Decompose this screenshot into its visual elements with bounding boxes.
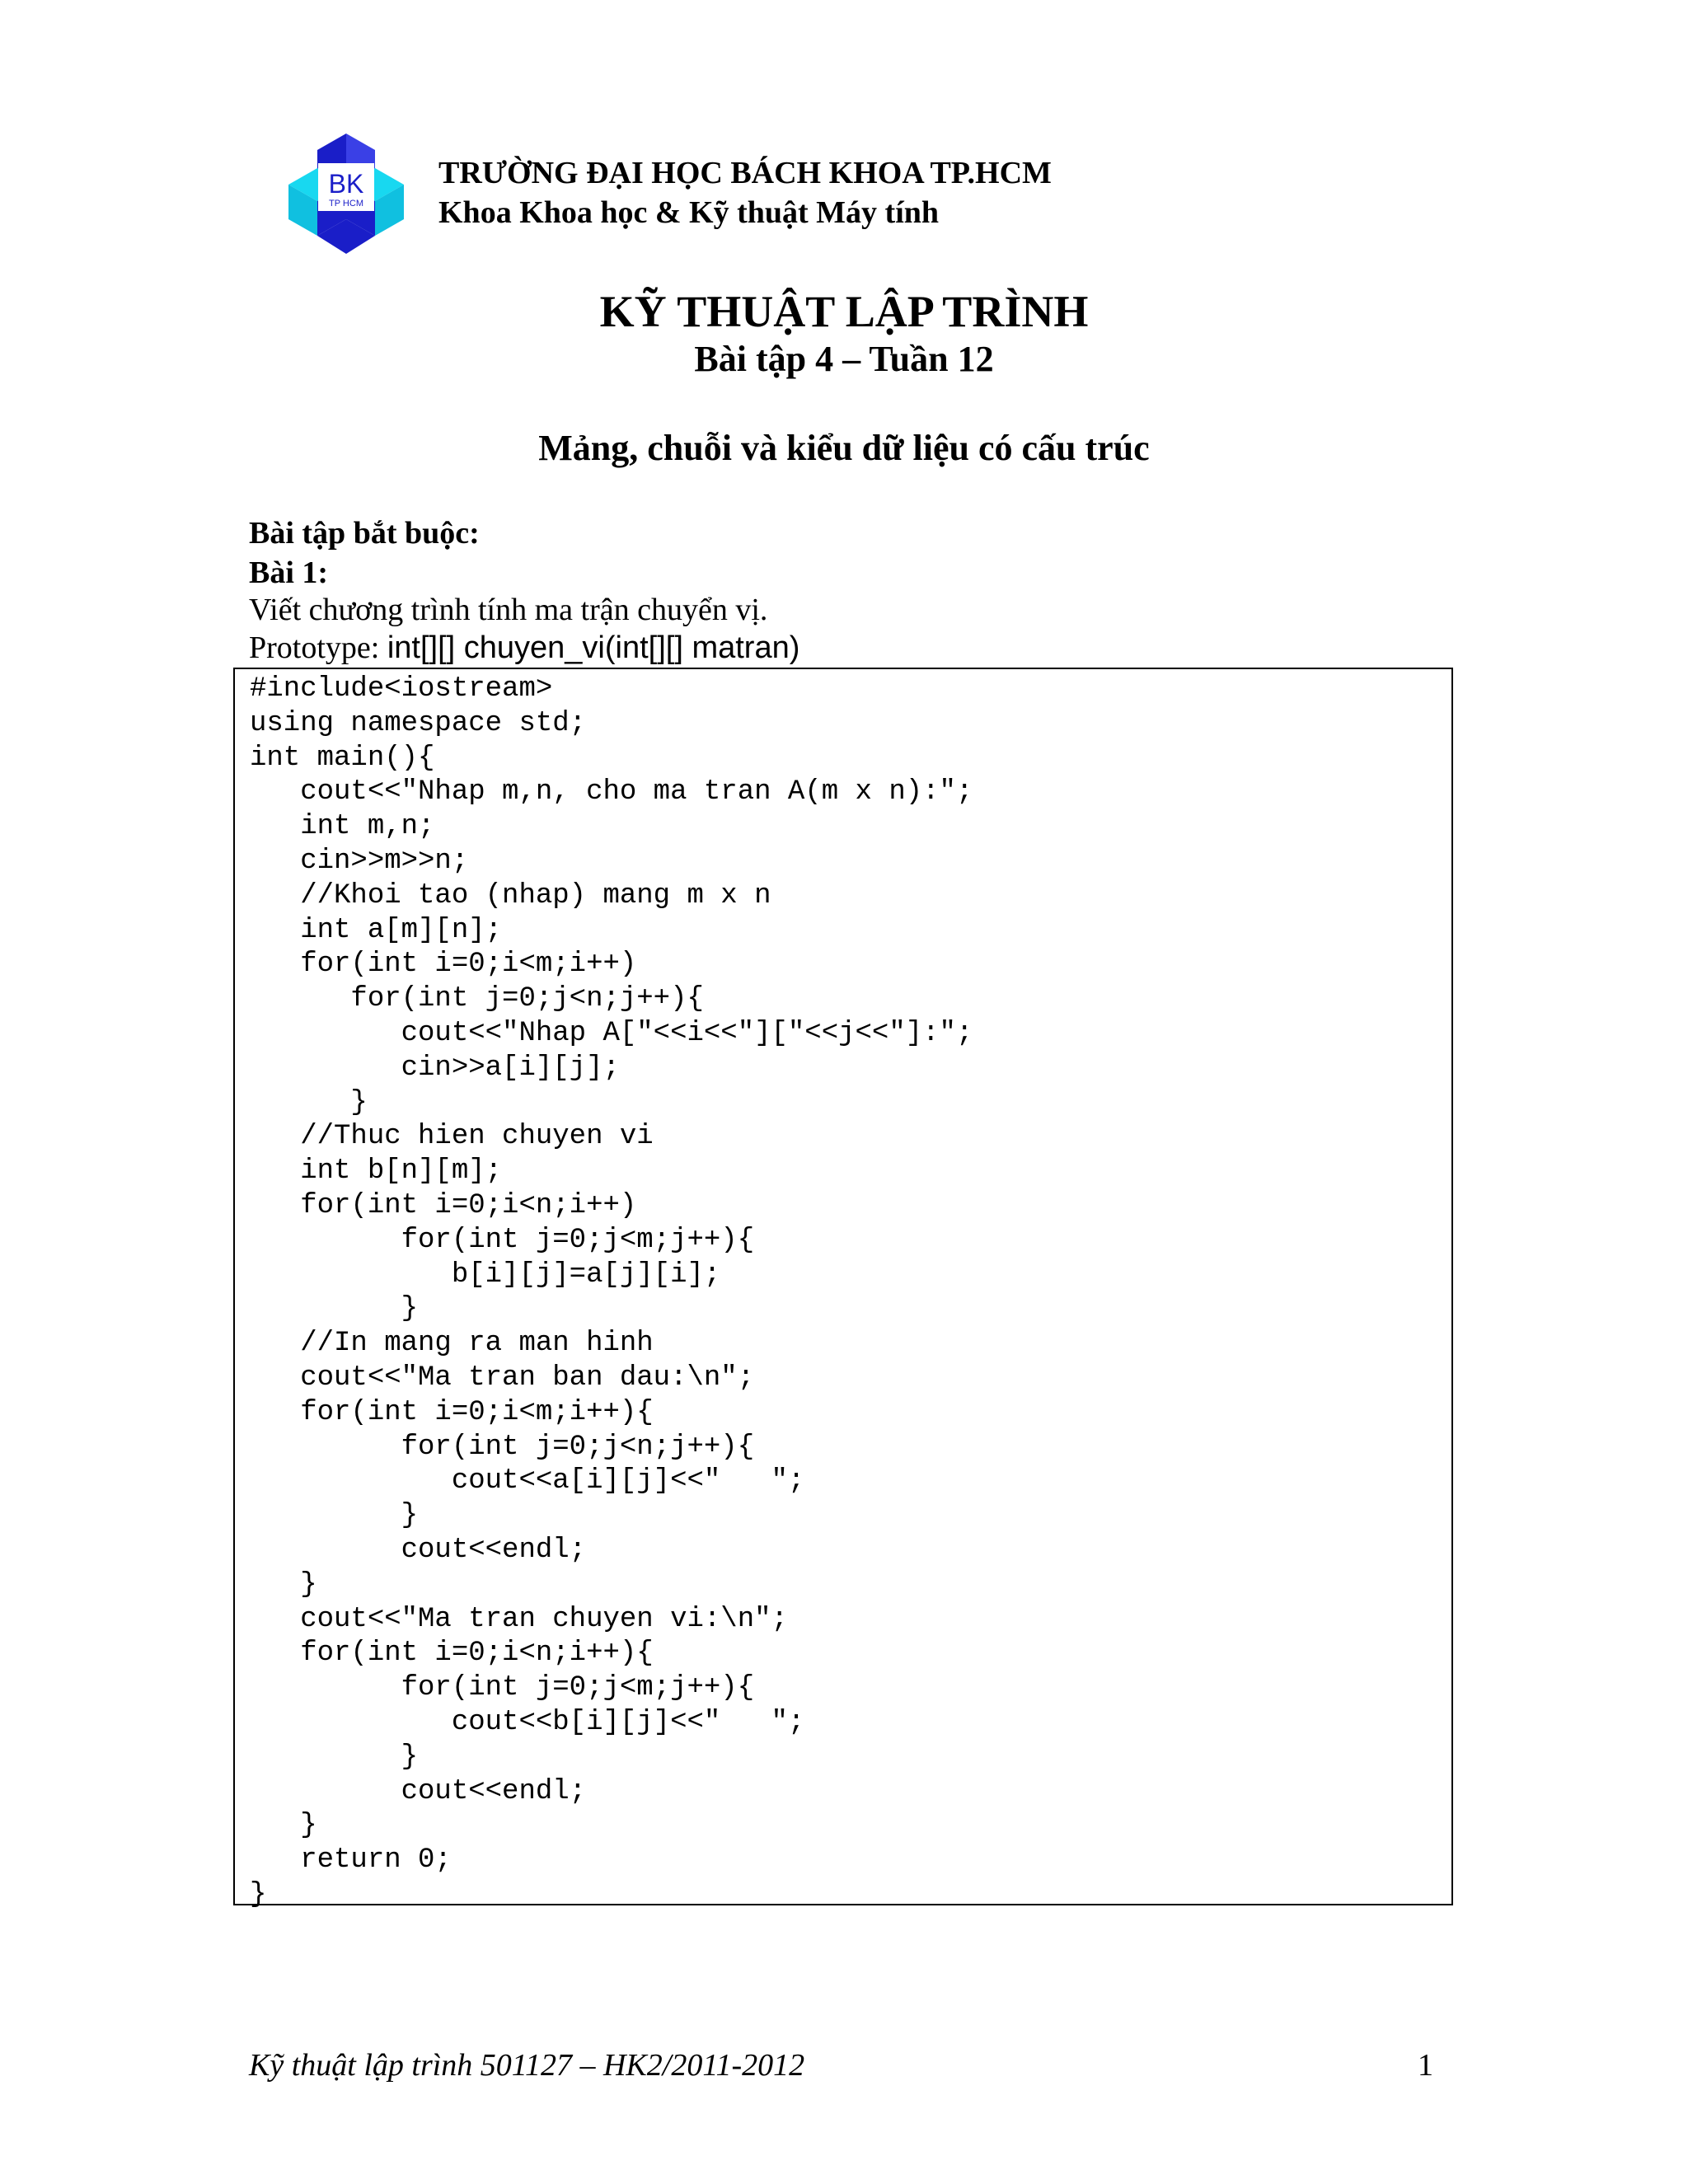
code-line: for(int j=0;j<m;j++){: [250, 1672, 755, 1704]
institution-header: [438, 153, 1052, 232]
code-line: #include<iostream>: [250, 673, 553, 705]
code-line: cout<<"Nhap A["<<i<<"]["<<j<<"]:";: [250, 1017, 973, 1049]
bk-university-logo: [288, 134, 404, 254]
code-line: cout<<b[i][j]<<" ";: [250, 1706, 805, 1738]
logo-text: BK: [328, 169, 364, 199]
code-line: for(int j=0;j<m;j++){: [250, 1224, 755, 1256]
university-name: TRƯỜNG ĐẠI HỌC BÁCH KHOA TP.HCM: [438, 156, 1052, 190]
code-line: int m,n;: [250, 811, 435, 843]
code-line: //Thuc hien chuyen vi: [250, 1121, 654, 1153]
code-line: cout<<endl;: [250, 1775, 587, 1807]
footer-course: Kỹ thuật lập trình 501127 – HK2/2011-2012: [249, 2048, 805, 2083]
document-title: KỸ THUẬT LẬP TRÌNH: [599, 287, 1089, 336]
code-line: cin>>m>>n;: [250, 845, 469, 877]
code-line: b[i][j]=a[j][i];: [250, 1258, 721, 1291]
code-line: }: [250, 1878, 267, 1910]
section-heading: Bài tập bắt buộc:: [249, 516, 480, 551]
code-line: cout<<"Ma tran chuyen vi:\n";: [250, 1603, 788, 1635]
exercise-heading: Bài 1:: [249, 555, 329, 590]
code-line: return 0;: [250, 1844, 452, 1877]
code-line: for(int j=0;j<n;j++){: [250, 983, 704, 1015]
prototype-signature: int[][] chuyen_vi(int[][] matran): [387, 630, 800, 665]
code-line: }: [250, 1086, 368, 1118]
code-line: int b[n][m];: [250, 1155, 503, 1188]
code-line: cout<<"Ma tran ban dau:\n";: [250, 1361, 755, 1394]
code-line: for(int i=0;i<n;i++): [250, 1189, 637, 1221]
code-line: int main(){: [250, 742, 435, 774]
code-line: }: [250, 1810, 317, 1842]
code-listing-box: [233, 668, 1453, 1910]
faculty-name: Khoa Khoa học & Kỹ thuật Máy tính: [438, 195, 940, 230]
code-listing: [250, 673, 973, 1913]
code-line: //In mang ra man hinh: [250, 1328, 654, 1360]
code-line: using namespace std;: [250, 707, 587, 739]
code-line: cout<<endl;: [250, 1534, 587, 1566]
code-line: }: [250, 1500, 419, 1532]
code-line: int a[m][n];: [250, 914, 503, 946]
code-line: }: [250, 1568, 317, 1601]
code-line: //Khoi tao (nhap) mang m x n: [250, 879, 771, 912]
code-line: for(int i=0;i<m;i++): [250, 949, 637, 981]
exercise-description: Viết chương trình tính ma trận chuyển vị.: [249, 593, 768, 627]
code-line: }: [250, 1293, 419, 1325]
code-line: for(int i=0;i<n;i++){: [250, 1638, 654, 1670]
code-line: }: [250, 1741, 419, 1773]
logo-subtext: TP HCM: [329, 199, 363, 209]
document-topic: Mảng, chuỗi và kiểu dữ liệu có cấu trúc: [538, 428, 1150, 468]
code-line: cout<<"Nhap m,n, cho ma tran A(m x n):";: [250, 776, 973, 808]
prototype-label: Prototype:: [249, 630, 387, 665]
prototype-line: [249, 629, 799, 667]
code-line: cout<<a[i][j]<<" ";: [250, 1465, 805, 1497]
code-line: for(int i=0;i<m;i++){: [250, 1396, 654, 1428]
code-line: for(int j=0;j<n;j++){: [250, 1431, 755, 1463]
page-number: 1: [1418, 2048, 1433, 2083]
document-subtitle: Bài tập 4 – Tuần 12: [694, 339, 994, 379]
code-line: cin>>a[i][j];: [250, 1052, 620, 1084]
